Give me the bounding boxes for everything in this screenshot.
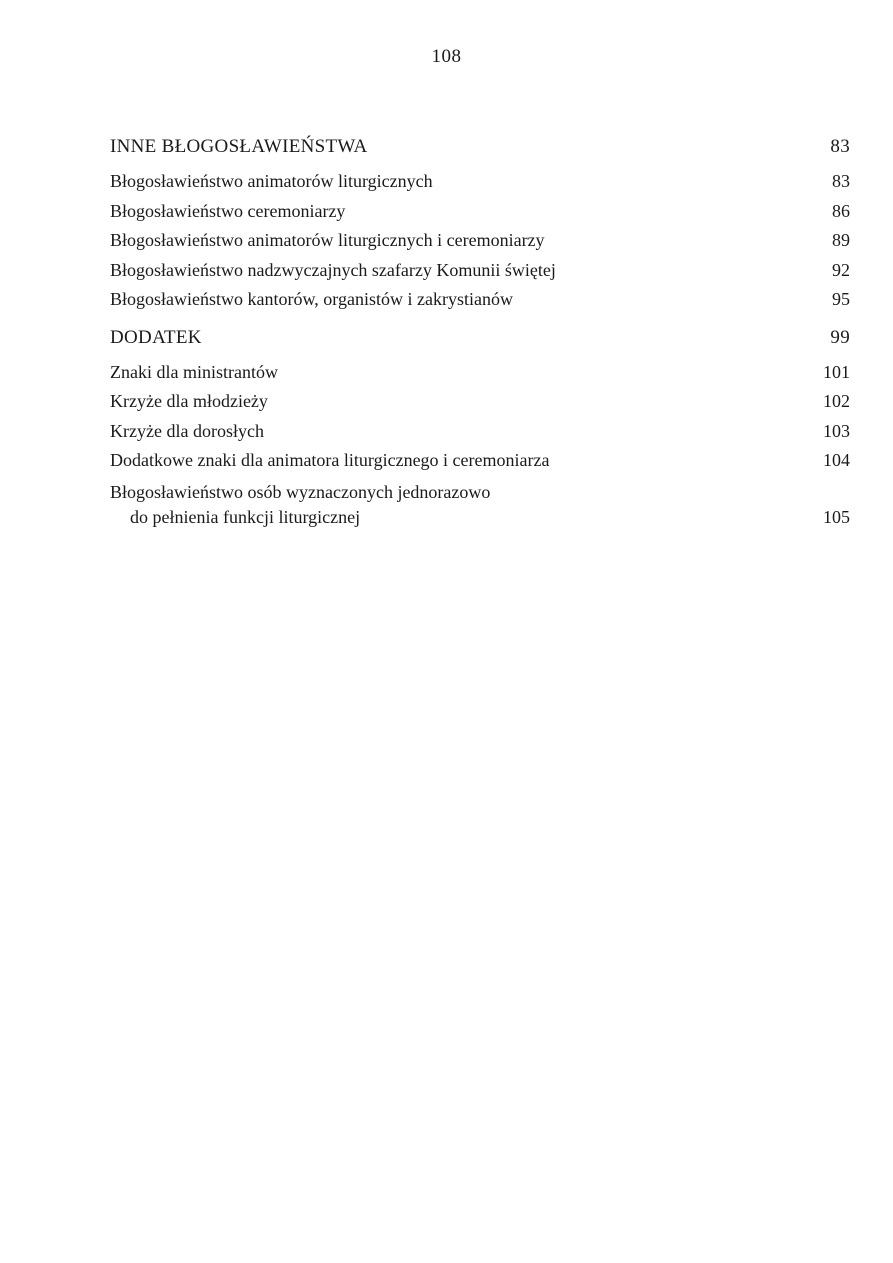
toc-entry-page: 95 (832, 289, 850, 309)
toc-entry (110, 387, 850, 417)
toc-entry (110, 197, 850, 227)
toc-entry-page: 86 (832, 200, 850, 221)
toc-entry (110, 226, 850, 256)
toc-entry-page: 105 (823, 506, 850, 527)
toc-entry-title: Dodatkowe znaki dla animatora liturgicznego i ceremoniarza (110, 450, 550, 470)
toc-entry-page: 101 (823, 361, 850, 382)
toc-entry (110, 167, 850, 197)
toc-entry-title: Błogosławieństwo animatorów liturgicznych (110, 171, 433, 191)
toc-entry (110, 417, 850, 447)
table-of-contents (110, 134, 850, 540)
toc-entry-title: Błogosławieństwo ceremoniarzy (110, 200, 346, 221)
toc-entry-title (110, 480, 810, 530)
toc-entry-page: 103 (823, 420, 850, 441)
toc-heading-title: INNE BŁOGOSŁAWIEŃSTWA (110, 136, 368, 157)
page-number: 108 (431, 46, 462, 67)
toc-section-heading (110, 325, 850, 351)
toc-entry-title: Błogosławieństwo animatorów liturgicznych i ceremoniarzy (110, 230, 545, 250)
toc-heading-page: 83 (830, 136, 850, 157)
toc-heading-page: 99 (830, 326, 850, 348)
toc-entry-title-line2: do pełnienia funkcji liturgicznej (130, 506, 361, 527)
toc-heading-title: DODATEK (110, 326, 202, 348)
toc-entry (110, 358, 850, 388)
toc-entry-page: 89 (832, 230, 850, 250)
toc-entry-wrapped (110, 480, 850, 530)
toc-entry-page: 83 (832, 171, 850, 191)
toc-entry-title: Krzyże dla młodzieży (110, 391, 268, 411)
toc-entry-title-line1: Błogosławieństwo osób wyznaczonych jednorazowo (110, 481, 491, 502)
toc-entry-page: 92 (832, 259, 850, 280)
toc-entry-title: Znaki dla ministrantów (110, 361, 278, 382)
toc-entry-page: 104 (823, 450, 850, 470)
toc-entry-title: Krzyże dla dorosłych (110, 420, 264, 441)
toc-entry (110, 256, 850, 286)
toc-entry (110, 285, 850, 315)
toc-entry-page: 102 (823, 391, 850, 411)
toc-section-dodatek (110, 325, 850, 530)
toc-entry-title: Błogosławieństwo kantorów, organistów i zakrystianów (110, 289, 513, 309)
toc-section-inne-blogoslawienstwa (110, 134, 850, 315)
toc-section-heading (110, 134, 850, 160)
toc-entry (110, 446, 850, 476)
toc-entry-title: Błogosławieństwo nadzwyczajnych szafarzy Komunii świętej (110, 259, 556, 280)
